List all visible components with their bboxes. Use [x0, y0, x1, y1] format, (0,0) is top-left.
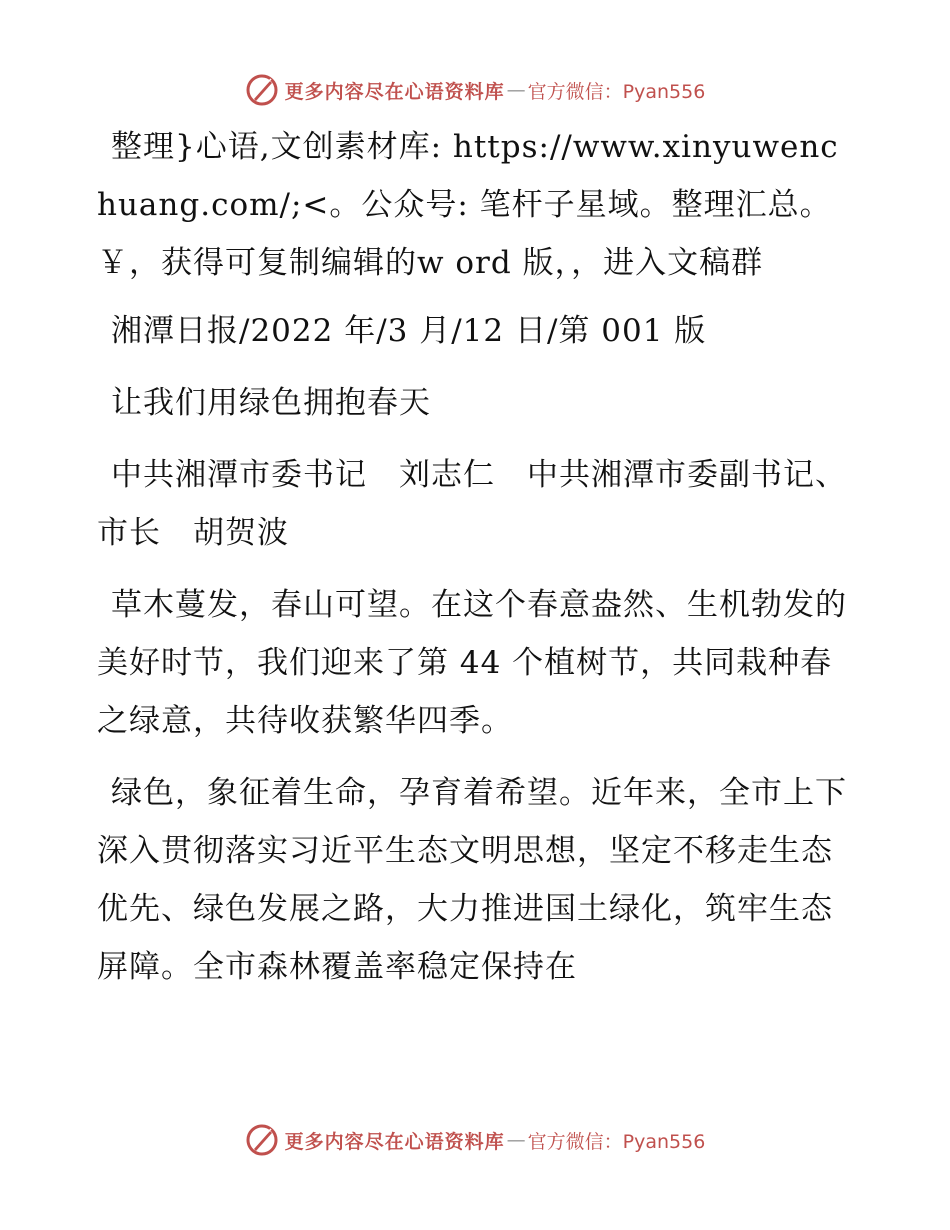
banner-brand: 更多内容尽在心语资料库 — [284, 1130, 505, 1153]
banner-wechat: 官方微信：Pyan556 — [527, 1130, 706, 1153]
headline: 让我们用绿色拥抱春天 — [111, 385, 431, 421]
dateline: 湘潭日报/2022 年/3 月/12 日/第 001 版 — [111, 313, 707, 349]
banner-dash: — — [506, 79, 526, 101]
banner-dash: — — [506, 1129, 526, 1151]
header-banner — [0, 70, 950, 110]
footer-banner — [0, 1120, 950, 1160]
intro-paragraph: 整理}心语,文创素材库: https://www.xinyuwenchuang.com/;<。公众号: 笔杆子星域。整理汇总。￥，获得可复制编辑的w ord 版，，进入文稿群 — [97, 129, 839, 281]
quill-logo-icon — [245, 1123, 279, 1157]
banner-wechat: 官方微信：Pyan556 — [527, 80, 706, 103]
body-paragraph-1: 草木蔓发，春山可望。在这个春意盎然、生机勃发的美好时节，我们迎来了第 44 个植树节，共同栽种春之绿意，共待收获繁华四季。 — [97, 587, 847, 739]
quill-logo-icon — [245, 73, 279, 107]
byline: 中共湘潭市委书记 刘志仁 中共湘潭市委副书记、市长 胡贺波 — [97, 457, 847, 551]
banner-brand: 更多内容尽在心语资料库 — [284, 80, 505, 103]
body-paragraph-2: 绿色，象征着生命，孕育着希望。近年来，全市上下深入贯彻落实习近平生态文明思想，坚定不移走生态优先、绿色发展之路，大力推进国土绿化，筑牢生态屏障。全市森林覆盖率稳定保持在 — [97, 775, 847, 985]
document-body — [97, 118, 857, 1010]
